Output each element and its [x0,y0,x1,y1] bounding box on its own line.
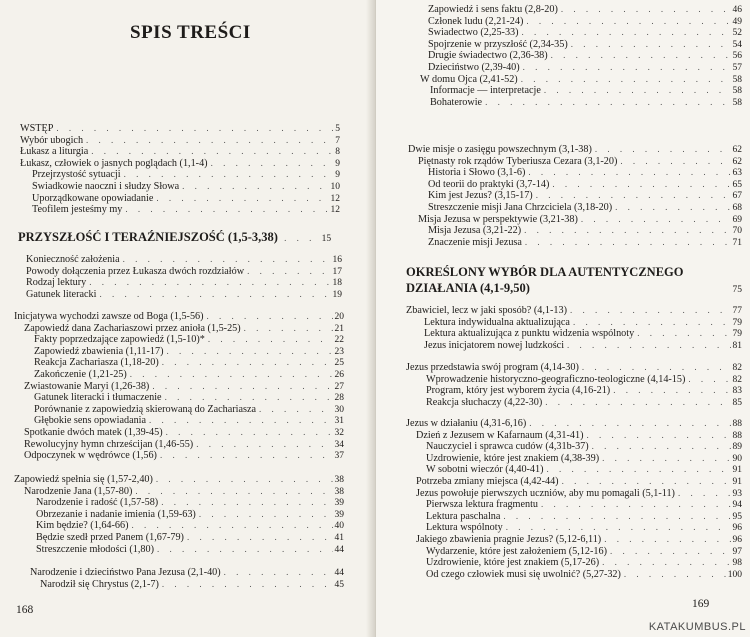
toc-entry[interactable]: Historia i Słowo (3,1-6) . . . 63 [428,167,742,179]
toc-entry[interactable]: Wybór ubogich . . . 7 [20,135,340,147]
toc-entry[interactable]: Lektura paschalna . . . 95 [426,511,742,523]
toc-entry[interactable]: Informacje — interpretacje . . . 58 [430,85,742,97]
toc-entry[interactable]: Będzie szedł przed Panem (1,67-79) . . . 41 [36,532,344,544]
toc-entry[interactable]: Powody dołączenia przez Łukasza dwóch rozdziałów . . . 17 [26,266,342,278]
toc-entry[interactable]: Inicjatywa wychodzi zawsze od Boga (1,5-56) . . . 20 [14,311,344,323]
toc-entry[interactable]: Jezus przedstawia swój program (4,14-30) . . . 82 [406,362,742,374]
toc-entry[interactable]: Łukasz a liturgia . . . 8 [20,146,340,158]
toc-entry[interactable]: Rewolucyjny hymn chrześcijan (1,46-55) . . . 34 [24,439,344,451]
toc-entry[interactable]: Teofilem jesteśmy my . . . 12 [32,204,340,216]
toc-entry[interactable]: Piętnasty rok rządów Tyberiusza Cezara (3,1-20) . . . 62 [418,156,742,168]
toc-entry[interactable]: Fakty poprzedzające zapowiedź (1,5-10)* . . . 22 [34,334,344,346]
page-number: 169 [692,598,710,610]
toc-entry[interactable]: Zakończenie (1,21-25) . . . 26 [34,369,344,381]
toc-entry[interactable]: Narodził się Chrystus (2,1-7) . . . 45 [40,579,344,591]
toc-entry[interactable]: Głębokie sens opowiadania . . . 31 [34,415,344,427]
toc-entry[interactable]: Porównanie z zapowiedzią skierowaną do Zachariasza . . . 30 [34,404,344,416]
toc-entry[interactable]: Nauczyciel i sprawca cudów (4,31b-37) . . . 89 [426,441,742,453]
toc-entry[interactable]: Łukasz, człowiek o jasnych poglądach (1,1-4) . . . 9 [20,158,340,170]
toc-entry[interactable]: Misja Jezusa (3,21-22) . . . 70 [428,225,742,237]
watermark-text: KATAKUMBUS.PL [648,621,746,633]
toc-entry[interactable]: Potrzeba zmiany miejsca (4,42-44) . . . 91 [416,476,742,488]
toc-entry[interactable]: Dzieciństwo (2,39-40) . . . 57 [428,62,742,74]
toc-entry[interactable]: Kim jest Jezus? (3,15-17) . . . 67 [428,190,742,202]
toc-entry[interactable]: Uporządkowane opowiadanie . . . 12 [32,193,340,205]
toc-entry[interactable]: Program, który jest wyborem życia (4,16-21) . . . 83 [426,385,742,397]
toc-entry[interactable]: Jezus powołuje pierwszych uczniów, aby mu pomagali (5,1-11) . . . 93 [416,488,742,500]
toc-entry[interactable]: Od czego człowiek musi się uwolnić? (5,27-32) . . . 100 [426,569,742,581]
toc-entry[interactable]: Spotkanie dwóch matek (1,39-45) . . . 32 [24,427,344,439]
toc-entry[interactable]: Narodzenie i radość (1,57-58) . . . 39 [36,497,344,509]
toc-entry[interactable]: Lektura indywidualna aktualizująca . . . 79 [424,317,742,329]
toc-entry[interactable]: Spojrzenie w przyszłość (2,34-35) . . . 54 [428,39,742,51]
toc-entry[interactable]: Wydarzenie, które jest założeniem (5,12-16) . . . 97 [426,546,742,558]
toc-entry[interactable]: Reakcja słuchaczy (4,22-30) . . . 85 [426,397,742,409]
toc-entry[interactable]: Misja Jezusa w perspektywie (3,21-38) . . . 69 [418,214,742,226]
toc-entry[interactable]: Przejrzystość sytuacji . . . 9 [32,169,340,181]
right-page [376,0,750,637]
toc-entry[interactable]: WSTĘP . . . 5 [20,123,340,135]
toc-entry[interactable]: Dzień z Jezusem w Kafarnaum (4,31-41) . . . 88 [416,430,742,442]
toc-entry[interactable]: Jakiego zbawienia pragnie Jezus? (5,12-6,11) . . . 96 [416,534,742,546]
toc-entry[interactable]: Obrzezanie i nadanie imienia (1,59-63) . . . 39 [36,509,344,521]
toc-entry[interactable]: Kim będzie? (1,64-66) . . . 40 [36,520,344,532]
toc-entry[interactable]: Dwie misje o zasięgu powszechnym (3,1-38) . . . 62 [408,144,742,156]
toc-entry[interactable]: Członek ludu (2,21-24) . . . 49 [428,16,742,28]
toc-entry[interactable]: Rodzaj lektury . . . 18 [26,277,342,289]
part-heading-continuation[interactable]: DZIAŁANIA (4,1-9,50) 75 [406,281,742,295]
toc-entry[interactable]: Drugie świadectwo (2,36-38) . . . 56 [428,50,742,62]
toc-entry[interactable]: Gatunek literacki . . . 19 [26,289,342,301]
part-heading[interactable]: OKREŚLONY WYBÓR DLA AUTENTYCZNEGO [406,265,684,279]
toc-entry[interactable]: Narodzenie i dzieciństwo Pana Jezusa (2,1-40) . . . 44 [30,567,344,579]
toc-entry[interactable]: W sobotni wieczór (4,40-41) . . . 91 [426,464,742,476]
toc-entry[interactable]: Zapowiedź zbawienia (1,11-17) . . . 23 [34,346,344,358]
toc-entry[interactable]: Zapowiedź dana Zachariaszowi przez anioła (1,5-25) . . . 21 [24,323,344,335]
toc-entry[interactable]: Uzdrowienie, które jest znakiem (5,17-26) . . . 98 [426,557,742,569]
toc-entry[interactable]: W domu Ojca (2,41-52) . . . 58 [420,74,742,86]
toc-entry[interactable]: Bohaterowie . . . 58 [430,97,742,109]
toc-entry[interactable]: Pierwsza lektura fragmentu . . . 94 [426,499,742,511]
toc-entry[interactable]: Lektura aktualizująca z punktu widzenia wspólnoty . . . 79 [424,328,742,340]
toc-entry[interactable]: Zwiastowanie Maryi (1,26-38) . . . 27 [24,381,344,393]
toc-entry[interactable]: Zbawiciel, lecz w jaki sposób? (4,1-13) . . . 77 [406,305,742,317]
toc-entry[interactable]: Zapowiedź spełnia się (1,57-2,40) . . . 38 [14,474,344,486]
toc-entry[interactable]: Znaczenie misji Jezusa . . . 71 [428,237,742,249]
toc-entry[interactable]: Streszczenie młodości (1,80) . . . 44 [36,544,344,556]
toc-entry[interactable]: Świadkowie naoczni i słudzy Słowa . . . 10 [32,181,340,193]
toc-entry[interactable]: Konieczność założenia . . . 16 [26,254,342,266]
toc-entry[interactable]: Jezus w działaniu (4,31-6,16) . . . 88 [406,418,742,430]
left-page [0,0,374,637]
toc-entry[interactable]: Zapowiedź i sens faktu (2,8-20) . . . 46 [428,4,742,16]
toc-entry[interactable]: Świadectwo (2,25-33) . . . 52 [428,27,742,39]
page-number: 168 [16,604,34,616]
toc-entry[interactable]: Od teorii do praktyki (3,7-14) . . . 65 [428,179,742,191]
toc-entry[interactable]: Narodzenie Jana (1,57-80) . . . 38 [24,486,344,498]
toc-entry[interactable]: Jezus inicjatorem nowej ludzkości . . . 81 [424,340,742,352]
page-title: SPIS TREŚCI [130,22,251,43]
toc-entry[interactable]: Gatunek literacki i tłumaczenie . . . 28 [34,392,344,404]
toc-entry[interactable]: Reakcja Zachariasza (1,18-20) . . . 25 [34,357,344,369]
toc-entry[interactable]: Lektura wspólnoty . . . 96 [426,522,742,534]
part-heading[interactable]: PRZYSZŁOŚĆ I TERAŹNIEJSZOŚĆ (1,5-3,38) . . . 15 [18,230,332,244]
toc-entry[interactable]: Wprowadzenie historyczno-geograficzno-teologiczne (4,14-15) . . . 82 [426,374,742,386]
toc-entry[interactable]: Odpoczynek w wędrówce (1,56) . . . 37 [24,450,344,462]
toc-entry[interactable]: Streszczenie misji Jana Chrzciciela (3,18-20) . . . 68 [428,202,742,214]
toc-entry[interactable]: Uzdrowienie, które jest znakiem (4,38-39) . . . 90 [426,453,742,465]
